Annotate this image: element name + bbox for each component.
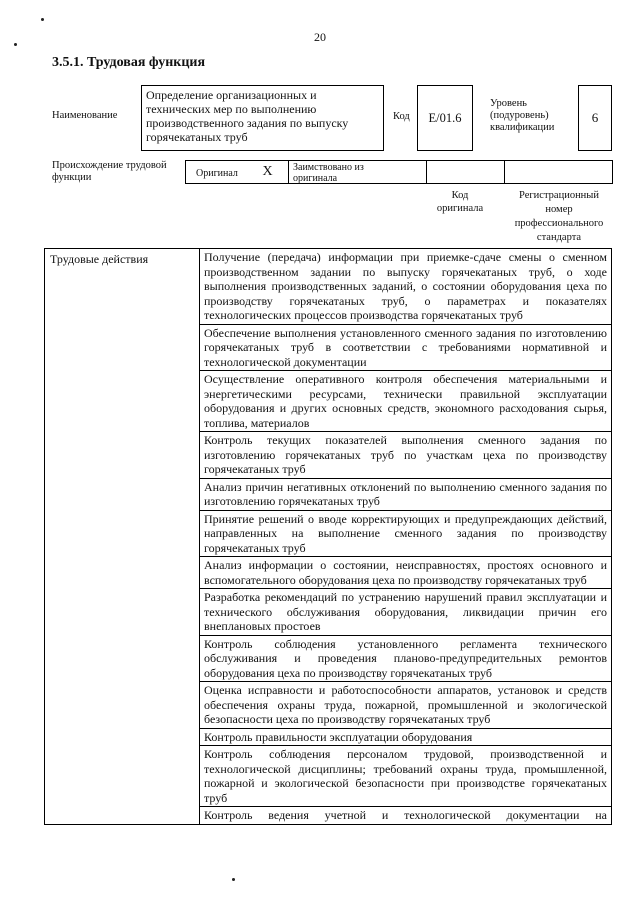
function-name-line: Определение организационных и (146, 88, 317, 102)
level-label (490, 98, 554, 134)
section-title: 3.5.1. Трудовая функция (52, 55, 206, 70)
caption-line: стандарта (536, 232, 582, 243)
borrowed-cell (289, 160, 427, 184)
level-label-line: Уровень (490, 98, 527, 109)
qualification-level: 6 (591, 110, 599, 125)
borrowed-label-line: Заимствовано из (293, 162, 364, 173)
scan-mark (41, 18, 44, 21)
origin-row (185, 160, 505, 184)
page-number: 20 (314, 30, 326, 44)
caption-line: профессионального (514, 218, 604, 229)
caption-line: оригинала (436, 203, 484, 214)
scan-mark (232, 878, 235, 881)
caption-line: Регистрационный (519, 190, 599, 201)
origin-label-line: Происхождение трудовой (52, 160, 167, 171)
borrowed-label-line: оригинала (293, 173, 338, 184)
caption-line: Код (451, 190, 469, 201)
labor-action: Разработка рекомендаций по устранению нарушений правил эксплуатации и технического обслуживания оборудования, ликвидации причин его внеплановых простоев (200, 589, 612, 636)
labor-action: Получение (передача) информации при приемке-сдаче смены о сменном производственном задании по выпуску горячекатаных труб, о ходе выполнения производственных заданий, о состоянии оборудования цеха по производству горячекатаных труб, о параметрах и показателях технологических процессов производства горячекатаных труб (200, 249, 612, 325)
function-name-box (141, 85, 384, 151)
labor-action: Оценка исправности и работоспособности аппаратов, установок и средств обеспечения охраны труда, пожарной, промышленной и экологической безопасности цеха по производству горячекатаных труб (200, 682, 612, 729)
function-name-line: горячекатаных труб (146, 130, 248, 144)
function-name-line: производственного задания по выпуску (146, 116, 349, 130)
labor-action: Контроль соблюдения установленного регламента технического обслуживания и проведения планово-предупредительных ремонтов оборудования цеха по производству горячекатаных труб (200, 635, 612, 682)
original-label: Оригинал (196, 168, 238, 179)
level-label-line: (подуровень) (490, 110, 549, 121)
labor-action: Принятие решений о вводе корректирующих и предупреждающих действий, направленных на выполнение сменного задания по производству горячекатаных труб (200, 510, 612, 557)
reg-number-caption (505, 189, 613, 245)
origin-label-line: функции (52, 172, 92, 183)
original-mark-cell (247, 160, 289, 184)
labor-action: Контроль правильности эксплуатации оборудования (200, 728, 612, 746)
name-label: Наименование (52, 110, 118, 121)
level-label-line: квалификации (490, 122, 555, 133)
original-mark: Х (262, 164, 273, 179)
labor-action: Осуществление оперативного контроля обеспечения материальными и энергетическими ресурсами, технически правильной эксплуатации оборудования и других основных средств, экономного расходования сырья, топлива, материалов (200, 371, 612, 432)
labor-action: Контроль ведения учетной и технологической документации на (200, 807, 612, 825)
labor-actions-label: Трудовые действия (45, 249, 200, 825)
code-original-cell (427, 160, 505, 184)
labor-action: Анализ причин негативных отклонений по выполнению сменного задания по изготовлению горячекатаных труб (200, 478, 612, 510)
function-code-box (417, 85, 473, 151)
labor-action: Анализ информации о состоянии, неисправностях, простоях основного и вспомогательного оборудования цеха по производству горячекатаных труб (200, 557, 612, 589)
function-code: Е/01.6 (428, 110, 462, 125)
caption-line: номер (545, 204, 573, 215)
reg-number-cell (505, 160, 613, 184)
origin-label (52, 160, 167, 184)
labor-actions-table (44, 248, 612, 825)
table-row (45, 249, 612, 325)
code-original-caption (425, 189, 495, 215)
labor-action: Контроль соблюдения персоналом трудовой, производственной и технологической дисциплины; требований охраны труда, промышленной, пожарной и экологической безопасности при производстве горячекатаных труб (200, 746, 612, 807)
qualification-level-box (578, 85, 612, 151)
code-label: Код (393, 111, 410, 122)
function-name-line: технических мер по выполнению (146, 102, 317, 116)
original-cell (185, 160, 247, 184)
labor-action: Обеспечение выполнения установленного сменного задания по изготовлению горячекатаных труб в соответствии с требованиями нормативной и технологической документации (200, 324, 612, 371)
labor-action: Контроль текущих показателей выполнения сменного задания по изготовлению горячекатаных труб по участкам цеха по производству горячекатаных труб (200, 432, 612, 479)
